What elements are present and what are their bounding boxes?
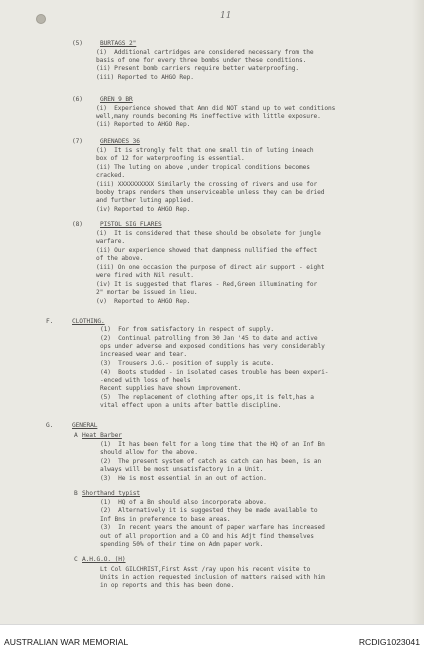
text-line: (6)	[72, 96, 83, 103]
section-heading: PISTOL SIG FLARES	[100, 221, 162, 228]
text-line: spending 50% of their time on Adm paper work.	[100, 541, 264, 548]
text-line: (i) Experience showed that Amn did NOT stand up to wet conditions	[96, 105, 336, 112]
section-heading: Shorthand typist	[82, 490, 141, 497]
text-line: (iii) On one occasion the purpose of direct air support - eight	[96, 264, 325, 271]
text-line: (ii) Reported to AHGO Rep.	[96, 121, 191, 128]
text-line: should allow for the above.	[100, 449, 198, 456]
text-line: (iv) Reported to AHGO Rep.	[96, 206, 191, 213]
text-line: of the above.	[96, 255, 144, 262]
section-heading: GREN 9 BR	[100, 96, 133, 103]
section-heading: Heat Barber	[82, 432, 122, 439]
punch-hole	[36, 14, 46, 24]
text-line: (3) In recent years the amount of paper warfare has increased	[100, 524, 325, 531]
text-line: (2) Continual patrolling from 30 Jan '45 to date and active	[100, 335, 318, 342]
section-heading: GENERAL	[72, 422, 98, 429]
text-line: warfare.	[96, 238, 126, 245]
text-line: (iii) Reported to AHGO Rep.	[96, 74, 194, 81]
text-line: (ii) Present bomb carriers require better waterproofing.	[96, 65, 300, 72]
text-line: (i) Additional cartridges are considered necessary from the	[96, 49, 314, 56]
text-line: (i) It is considered that these should be obsolete for jungle	[96, 230, 321, 237]
text-line: G.	[46, 422, 54, 429]
text-line: in op reports and this has been done.	[100, 582, 235, 589]
text-line: well,many rounds becoming Ms ineffective with little exposure.	[96, 113, 321, 120]
text-line: -enced with loss of heels	[100, 377, 191, 384]
text-line: and further luting applied.	[96, 197, 194, 204]
text-line: (8)	[72, 221, 83, 228]
text-line: Inf Bns in preference to base areas.	[100, 516, 231, 523]
text-line: C	[74, 556, 78, 563]
text-line: ops under adverse and exposed conditions has very considerably	[100, 343, 325, 350]
text-line: basis of one for every three bombs under these conditions.	[96, 57, 307, 64]
text-line: (4) Boots studded - in isolated cases trouble has been experi-	[100, 369, 329, 376]
text-line: cracked.	[96, 172, 126, 179]
text-line: vital effect upon a units after battle discipline.	[100, 402, 282, 409]
text-line: were fired with Nil result.	[96, 272, 194, 279]
text-line: (2) Alternatively it is suggested they be made available to	[100, 507, 318, 514]
text-line: (iv) It is suggested that flares - Red,Green illuminating for	[96, 281, 318, 288]
text-line: (5)	[72, 40, 83, 47]
text-line: B	[74, 490, 78, 497]
text-line: out of all proportion and a CO and his Adjt find themselves	[100, 533, 314, 540]
page-edge-shadow	[412, 0, 424, 624]
text-line: Units in action requested inclusion of matters raised with him	[100, 574, 325, 581]
text-line: (1) For from satisfactory in respect of supply.	[100, 326, 275, 333]
text-line: (iii) XXXXXXXXXX Similarly the crossing of rivers and use for	[96, 181, 318, 188]
text-line: (1) It has been felt for a long time that the HQ of an Inf Bn	[100, 441, 325, 448]
section-heading: BURTAGS 2"	[100, 40, 137, 47]
text-line: (3) He is most essential in an out of action.	[100, 475, 267, 482]
text-line: always will be most unsatisfactory in a Unit.	[100, 466, 264, 473]
section-heading: A.H.G.O. (H)	[82, 556, 126, 563]
text-line: (v) Reported to AHGO Rep.	[96, 298, 191, 305]
text-line: (2) The present system of catch as catch can has been, is an	[100, 458, 322, 465]
text-line: (5) The replacement of clothing after ops,it is felt,has a	[100, 394, 314, 401]
text-line: booby traps renders them unserviceable unless they can be dried	[96, 189, 325, 196]
text-line: F.	[46, 318, 54, 325]
section-heading: CLOTHING.	[72, 318, 105, 325]
text-line: 2" mortar be issued in lieu.	[96, 289, 198, 296]
text-line: (1) HQ of a Bn should also incorporate above.	[100, 499, 267, 506]
footer-institution: AUSTRALIAN WAR MEMORIAL	[4, 637, 129, 647]
text-line: increased wear and tear.	[100, 351, 188, 358]
text-line: (ii) The luting on above ,under tropical conditions becomes	[96, 164, 310, 171]
text-line: (i) It is strongly felt that one small tin of luting ineach	[96, 147, 314, 154]
archive-footer	[0, 624, 424, 654]
page-number: 11	[220, 11, 232, 21]
footer-reference-id: RCDIG1023041	[358, 637, 420, 647]
text-line: box of 12 for waterproofing is essential.	[96, 155, 245, 162]
text-line: (3) Trousers J.G.- position of supply is acute.	[100, 360, 275, 367]
section-heading: GRENADES 36	[100, 138, 140, 145]
text-line: Lt Col GILCHRIST,First Asst /ray upon his recent visite to	[100, 566, 311, 573]
text-line: (7)	[72, 138, 83, 145]
text-line: (ii) Our experience showed that dampness nullified the effect	[96, 247, 318, 254]
text-line: Recent supplies have shown improvement.	[100, 385, 242, 392]
text-line: A	[74, 432, 78, 439]
